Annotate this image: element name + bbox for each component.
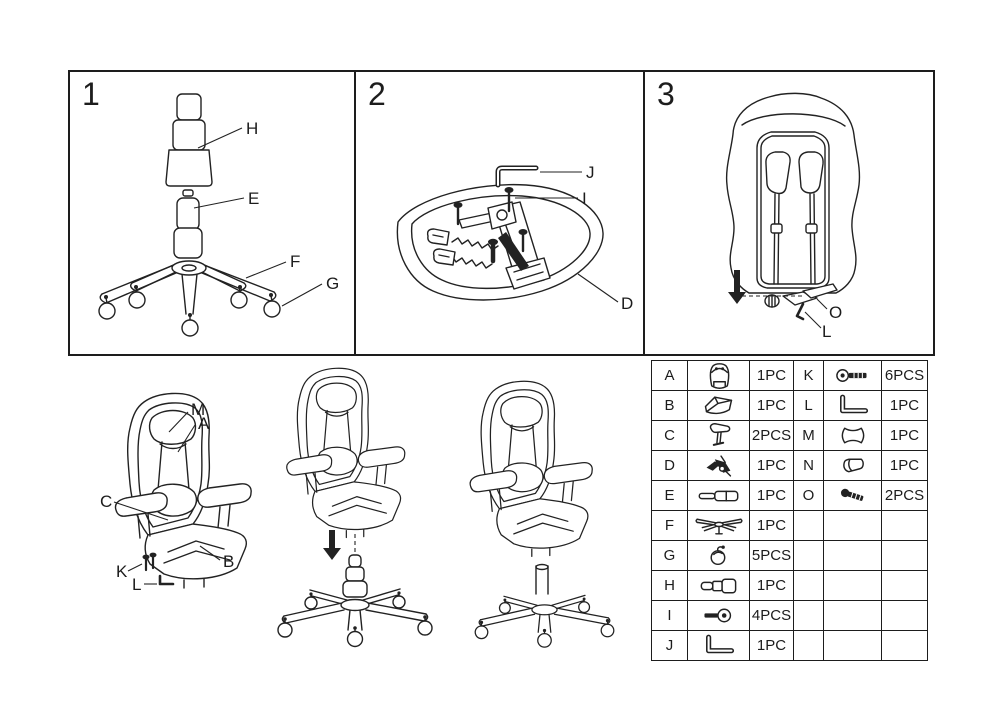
part-qty-cell: 5PCS [750,541,794,571]
part-qty-cell [882,631,928,661]
svg-text:I: I [582,189,587,208]
step-number: 3 [657,76,675,112]
part-letter-cell: O [794,481,824,511]
telescopic-cover-drawing [166,94,212,186]
label-j [540,163,595,182]
part-icon-cell [824,541,882,571]
part-qty-cell: 4PCS [750,601,794,631]
svg-text:J: J [586,163,595,182]
part-qty-cell: 2PCS [882,481,928,511]
part-letter-cell: N [794,451,824,481]
casters-drawing [99,285,280,336]
part-icon-cell [824,361,882,391]
part-qty-cell: 2PCS [750,421,794,451]
part-icon-cell [688,451,750,481]
part-letter-cell: L [794,391,824,421]
part-letter-cell: H [652,571,688,601]
allen-key-drawing [498,168,536,185]
part-letter-cell [794,541,824,571]
part-icon-cell [688,511,750,541]
part-icon-cell [824,391,882,421]
label-d [578,274,633,313]
part-qty-cell: 1PC [750,571,794,601]
table-row [652,391,928,421]
part-icon-cell [688,601,750,631]
table-row [652,631,928,661]
part-icon-cell [824,571,882,601]
table-row [652,601,928,631]
label-h [198,119,258,148]
table-row [652,361,928,391]
table-row [652,511,928,541]
bracket-hardware-drawing [765,284,837,319]
armrest-icon [701,422,737,449]
part-icon-cell [688,571,750,601]
part-icon-cell [688,481,750,511]
pillow-icon [835,422,871,449]
part-qty-cell [882,571,928,601]
part-icon-cell [824,601,882,631]
seat-pan-drawing [397,185,603,300]
part-qty-cell: 1PC [882,421,928,451]
label-g [282,274,339,306]
part-qty-cell [882,511,928,541]
part-letter-cell: B [652,391,688,421]
label-i [515,189,587,208]
part-letter-cell: J [652,631,688,661]
bolt-icon [701,602,737,629]
part-letter-cell: G [652,541,688,571]
part-letter-cell: C [652,421,688,451]
telescopic-cover-icon [697,572,741,599]
svg-text:H: H [246,119,259,138]
part-qty-cell: 1PC [882,391,928,421]
label-e [194,189,259,208]
label-f [246,252,300,278]
part-letter-cell: F [652,511,688,541]
mechanism-drawing [428,202,550,289]
chair-step-2 [278,368,432,646]
backrest-icon [701,362,737,389]
parts-list-table [651,360,928,661]
svg-text:E: E [248,189,260,208]
base-star-icon [693,512,745,539]
part-letter-cell: I [652,601,688,631]
seat-mechanism-drawing [356,72,643,354]
table-row [652,481,928,511]
part-icon-cell [688,361,750,391]
mechanism-icon [701,452,737,479]
gas-lift-base-drawing [70,72,354,354]
part-icon-cell [824,451,882,481]
part-qty-cell: 1PC [750,631,794,661]
svg-text:M: M [191,400,206,419]
part-icon-cell [824,511,882,541]
table-row [652,571,928,601]
label-l2 [132,575,157,594]
part-letter-cell: M [794,421,824,451]
svg-text:L: L [132,575,142,594]
chair-step-3 [470,381,614,647]
screw-icon [835,482,871,509]
label-o [817,299,842,322]
part-letter-cell [794,571,824,601]
gas-lift-icon [697,482,741,509]
table-row [652,451,928,481]
part-qty-cell: 1PC [750,481,794,511]
part-letter-cell: A [652,361,688,391]
step-panel-2 [354,70,645,356]
allen-key-icon [701,632,737,659]
bolt-washer-icon [835,362,871,389]
caster-icon [701,542,737,569]
label-l [805,312,831,341]
part-letter-cell [794,601,824,631]
backrest-shell-drawing [727,93,860,293]
assembly-sequence-drawing [70,362,650,672]
backrest-drawing [645,72,933,354]
sleeve-icon [835,452,871,479]
part-icon-cell [824,481,882,511]
part-qty-cell: 1PC [750,511,794,541]
svg-text:L: L [822,322,832,341]
svg-text:K: K [116,562,128,581]
step-panel-1 [68,70,356,356]
step-panel-3 [643,70,935,356]
part-letter-cell: D [652,451,688,481]
part-qty-cell: 1PC [882,451,928,481]
allen-key-icon [835,392,871,419]
part-qty-cell: 1PC [750,361,794,391]
part-icon-cell [688,421,750,451]
part-qty-cell: 6PCS [882,361,928,391]
part-letter-cell [794,631,824,661]
base-star-drawing [100,261,276,314]
table-row [652,541,928,571]
svg-text:C: C [100,492,113,511]
backrest-frame-drawing [766,152,823,284]
svg-text:D: D [621,294,634,313]
svg-text:G: G [326,274,340,293]
seat-icon [701,392,737,419]
step-number: 1 [82,76,100,112]
part-letter-cell: K [794,361,824,391]
part-qty-cell [882,601,928,631]
step-number: 2 [368,76,386,112]
part-qty-cell: 1PC [750,451,794,481]
svg-text:F: F [290,252,301,271]
part-icon-cell [824,421,882,451]
part-icon-cell [688,541,750,571]
part-qty-cell: 1PC [750,391,794,421]
allen-key-l-drawing [160,576,173,584]
chair-step-1 [100,393,251,594]
svg-text:A: A [198,414,210,433]
part-icon-cell [688,391,750,421]
part-letter-cell: E [652,481,688,511]
part-icon-cell [824,631,882,661]
svg-text:B: B [223,552,235,571]
table-row [652,421,928,451]
down-arrow [323,530,341,560]
svg-text:O: O [829,303,843,322]
part-icon-cell [688,631,750,661]
part-qty-cell [882,541,928,571]
part-letter-cell [794,511,824,541]
